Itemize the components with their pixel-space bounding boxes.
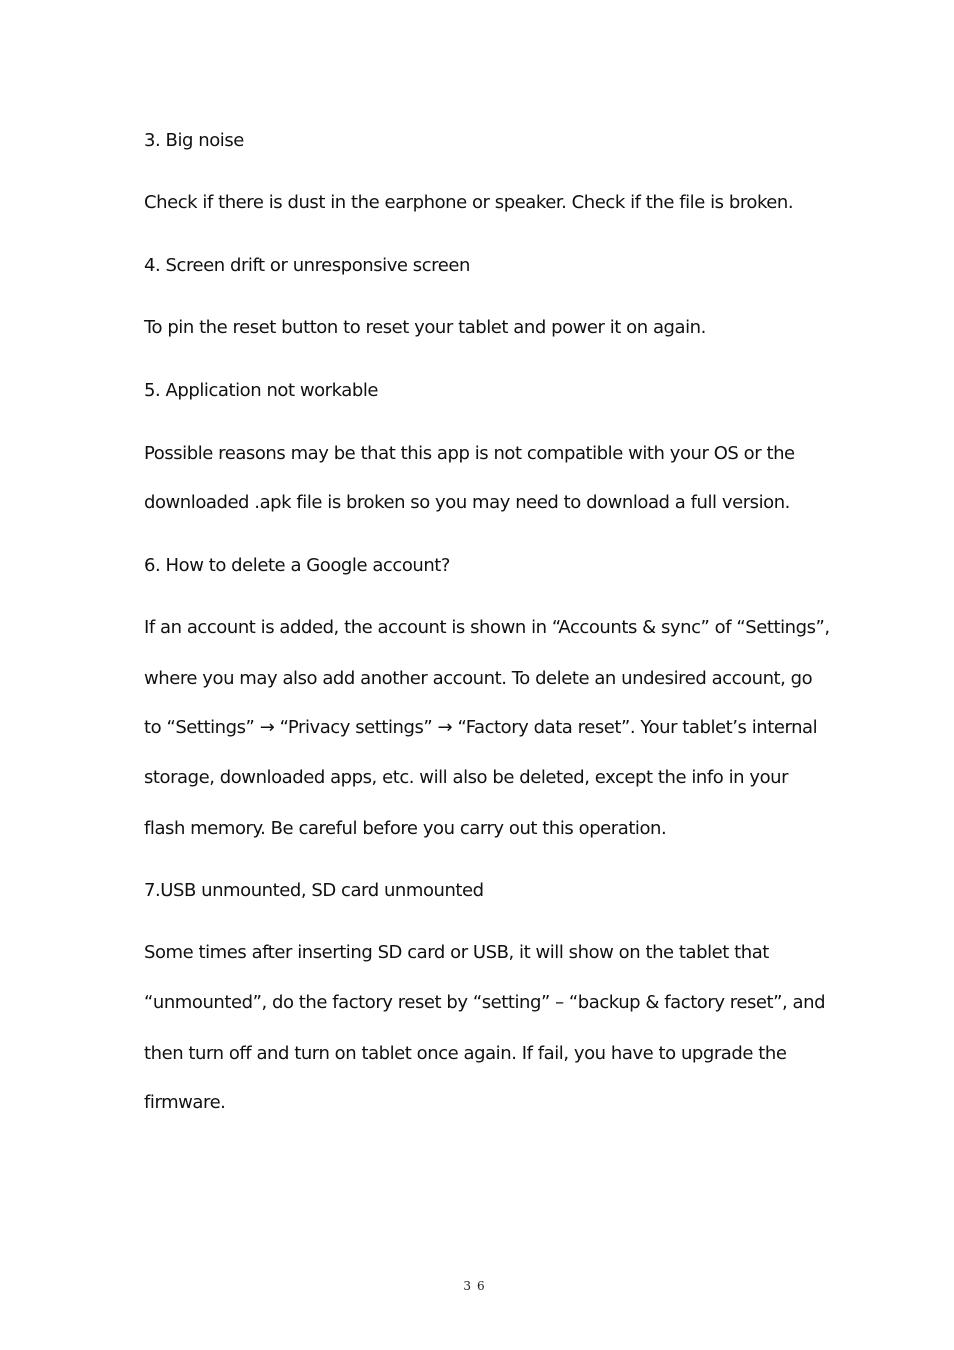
paragraph-line: flash memory. Be careful before you carry out this operation. <box>144 818 667 839</box>
paragraph-line: Check if there is dust in the earphone or speaker. Check if the file is broken. <box>144 192 794 213</box>
paragraph-line: firmware. <box>144 1092 226 1113</box>
paragraph-line: storage, downloaded apps, etc. will also be deleted, except the info in your <box>144 767 789 788</box>
section-heading-big-noise: 3. Big noise <box>144 130 244 151</box>
paragraph-line: then turn off and turn on tablet once again. If fail, you have to upgrade the <box>144 1043 787 1064</box>
page-number: 36 <box>463 1279 491 1293</box>
paragraph-line: If an account is added, the account is shown in “Accounts & sync” of “Settings”, <box>144 617 830 638</box>
section-heading-screen-drift: 4. Screen drift or unresponsive screen <box>144 255 470 276</box>
paragraph-line: “unmounted”, do the factory reset by “setting” – “backup & factory reset”, and <box>144 992 826 1013</box>
section-heading-application-not-workable: 5. Application not workable <box>144 380 379 401</box>
paragraph-line: To pin the reset button to reset your tablet and power it on again. <box>144 317 706 338</box>
paragraph-line: to “Settings” → “Privacy settings” → “Factory data reset”. Your tablet’s internal <box>144 717 818 738</box>
paragraph-line: Possible reasons may be that this app is not compatible with your OS or the <box>144 443 795 464</box>
paragraph-line: Some times after inserting SD card or USB, it will show on the tablet that <box>144 942 769 963</box>
paragraph-line: where you may also add another account. To delete an undesired account, go <box>144 668 813 689</box>
paragraph-line: downloaded .apk file is broken so you may need to download a full version. <box>144 492 790 513</box>
section-heading-usb-unmounted: 7.USB unmounted, SD card unmounted <box>144 880 484 901</box>
section-heading-delete-google-account: 6. How to delete a Google account? <box>144 555 451 576</box>
